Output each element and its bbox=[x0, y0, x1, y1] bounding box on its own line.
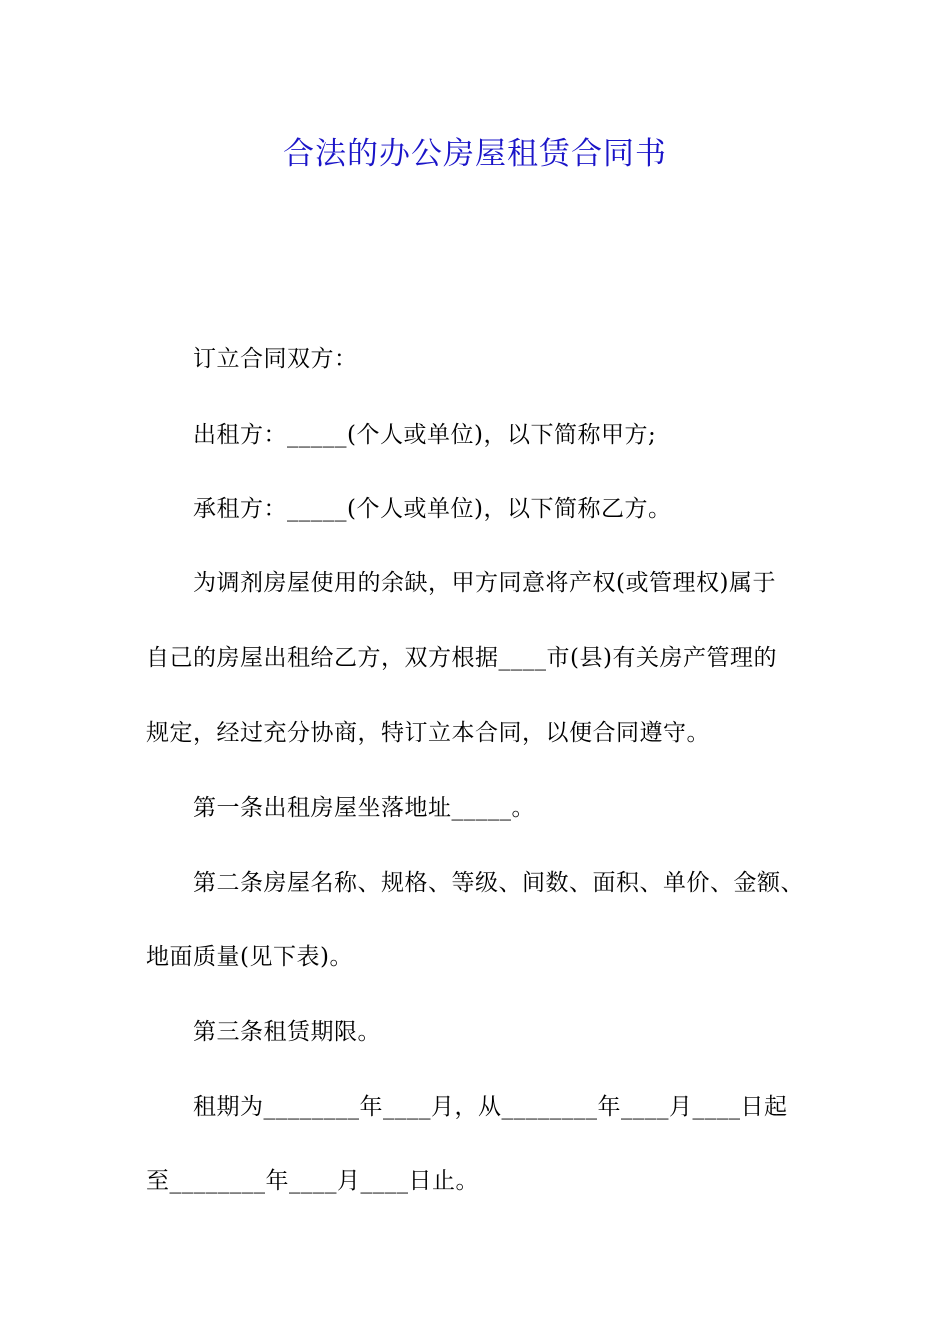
article-2-line-1: 第二条房屋名称、规格、等级、间数、面积、单价、金额、 bbox=[193, 870, 804, 896]
article-1: 第一条出租房屋坐落地址_____。 bbox=[193, 795, 535, 821]
preamble-line-3: 规定，经过充分协商，特订立本合同，以便合同遵守。 bbox=[146, 720, 710, 746]
document-title: 合法的办公房屋租赁合同书 bbox=[283, 136, 667, 172]
lessor-line: 出租方：_____(个人或单位)，以下简称甲方; bbox=[193, 422, 657, 448]
lessee-line: 承租方：_____(个人或单位)，以下简称乙方。 bbox=[193, 496, 672, 522]
article-3: 第三条租赁期限。 bbox=[193, 1019, 381, 1045]
lease-term-line-2: 至________年____月____日止。 bbox=[146, 1168, 479, 1194]
parties-heading: 订立合同双方： bbox=[193, 346, 358, 372]
lease-term-line-1: 租期为________年____月，从________年____月____日起 bbox=[193, 1094, 788, 1120]
preamble-line-1: 为调剂房屋使用的余缺，甲方同意将产权(或管理权)属于 bbox=[193, 570, 776, 596]
article-2-line-2: 地面质量(见下表)。 bbox=[146, 944, 353, 970]
preamble-line-2: 自己的房屋出租给乙方，双方根据____市(县)有关房产管理的 bbox=[146, 645, 777, 671]
